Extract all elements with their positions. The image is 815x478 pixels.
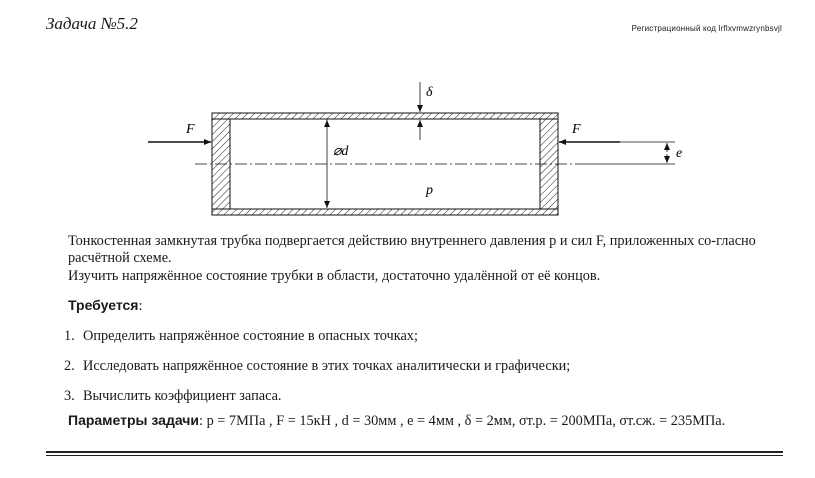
- force-right-label: F: [572, 122, 581, 137]
- tube-top-wall: [212, 113, 558, 119]
- eccentricity-label: e: [676, 146, 683, 161]
- bottom-rule-thin: [46, 455, 783, 456]
- params-values: : p = 7МПа , F = 15кН , d = 30мм , e = 4мм , δ = 2мм, σт.р. = 200МПа, σт.сж. = 235МПа.: [199, 413, 726, 429]
- diameter-label: ⌀d: [333, 144, 349, 159]
- problem-statement: Тонкостенная замкнутая трубка подвергается действию внутреннего давления p и сил F, приложенных со-гласно расчётной схеме.: [68, 233, 756, 266]
- design-scheme-diagram: [0, 0, 815, 230]
- bottom-rule: [46, 451, 783, 453]
- problem-goal: Изучить напряжённое состояние трубки в области, достаточно удалённой от её концов.: [68, 268, 601, 284]
- tube-bottom-wall: [212, 209, 558, 215]
- task-parameters: [68, 412, 725, 430]
- required-label: Требуется: [68, 297, 139, 313]
- page-title: Задача №5.2: [46, 14, 138, 33]
- force-left-label: F: [186, 122, 195, 137]
- required-heading: Требуется:: [68, 297, 143, 314]
- pressure-label: p: [426, 183, 433, 198]
- list-item: 3. Вычислить коэффициент запаса.: [64, 388, 282, 404]
- list-item: 2. Исследовать напряжённое состояние в этих точках аналитически и графически;: [64, 358, 571, 374]
- registration-code: Регистрационный код lrflxvmwzrynbsvjl: [631, 24, 782, 33]
- delta-label: δ: [426, 85, 433, 100]
- list-item: 1. Определить напряжённое состояние в опасных точках;: [64, 328, 418, 344]
- params-label: Параметры задачи: [68, 412, 200, 428]
- task-list: [64, 327, 570, 417]
